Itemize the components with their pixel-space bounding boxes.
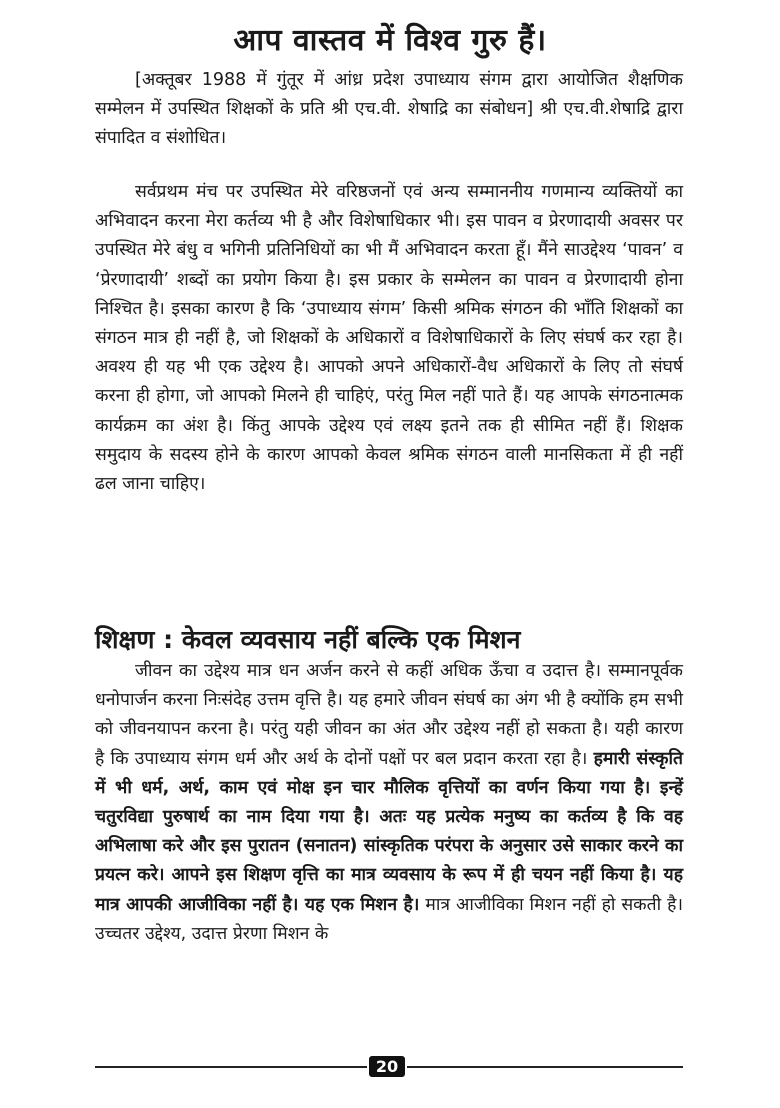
paragraph-mission-end: मात्र आजीविका मिशन नहीं हो सकती है। उच्चतर उद्देश्य, उदात्त प्रेरणा मिशन के [95,894,683,944]
page-title: आप वास्तव में विश्व गुरु हैं। [233,23,547,58]
page-number: 20 [369,1056,405,1077]
paragraph-mission-bold: हमारी संस्कृति में भी धर्म, अर्थ, काम एवं मोक्ष इन चार मौलिक वृत्तियों का वर्णन किया गया है। इन्हें चतुरविद्या पुरुषार्थ का नाम दिया गया है। अतः यह प्रत्येक मनुष्य का कर्तव्य है कि वह अभिलाषा करे और इस पुरातन (सनातन) सांस्कृतिक परंपरा के अनुसार उसे साकार करने का प्रयत्न करे। आपने इस शिक्षण वृत्ति का मात्र व्यवसाय के रूप में ही चयन नहीं किया है। यह मात्र आपकी आजीविका नहीं है। यह एक मिशन है। [95,748,683,915]
page-footer [95,1056,683,1078]
paragraph-mission-start: जीवन का उद्देश्य मात्र धन अर्जन करने से कहीं अधिक ऊँचा व उदात्त है। सम्मानपूर्वक धनोपार्जन करना निःसंदेह उत्तम वृत्ति है। यह हमारे जीवन संघर्ष का अंग भी है क्योंकि हम सभी को जीवनयापन करना है। परंतु यही जीवन का अंत और उद्देश्य नहीं हो सकता है। यही कारण है कि उपाध्याय संगम धर्म और अर्थ के दोनों पक्षों पर बल प्रदान करता रहा है। [95,661,683,769]
section-heading: शिक्षण : केवल व्यवसाय नहीं बल्कि एक मिशन [95,625,521,654]
intro-note: [अक्तूबर 1988 में गुंतूर में आंध्र प्रदेश उपाध्याय संगम द्वारा आयोजित शैक्षणिक सम्मेलन में उपस्थित शिक्षकों के प्रति श्री एच.वी. शेषाद्रि का संबोधन] श्री एच.वी.शेषाद्रि द्वारा संपादित व संशोधित। [95,70,683,149]
footer-rule-right [407,1066,683,1068]
paragraph-mission [95,657,683,949]
footer-rule-left [95,1066,367,1068]
paragraph-opening: सर्वप्रथम मंच पर उपस्थित मेरे वरिष्ठजनों एवं अन्य सम्माननीय गणमान्य व्यक्तियों का अभिवादन करना मेरा कर्तव्य भी है और विशेषाधिकार भी। इस पावन व प्रेरणादायी अवसर पर उपस्थित मेरे बंधु व भगिनी प्रतिनिधियों का भी मैं अभिवादन करता हूँ। मैंने साउद्देश्य ‘पावन’ व ‘प्रेरणादायी’ शब्दों का प्रयोग किया है। इस प्रकार के सम्मेलन का पावन व प्रेरणादायी होना निश्चित है। इसका कारण है कि ‘उपाध्याय संगम’ किसी श्रमिक संगठन की भाँति शिक्षकों का संगठन मात्र ही नहीं है, जो शिक्षकों के अधिकारों व विशेषाधिकारों के लिए संघर्ष कर रहा है। अवश्य ही यह भी एक उद्देश्य है। आपको अपने अधिकारों-वैध अधिकारों के लिए तो संघर्ष करना ही होगा, जो आपको मिलने ही चाहिएं, परंतु मिल नहीं पाते हैं। यह आपके संगठनात्मक कार्यक्रम का अंश है। किंतु आपके उद्देश्य एवं लक्ष्य इतने तक ही सीमित नहीं हैं। शिक्षक समुदाय के सदस्य होने के कारण आपको केवल श्रमिक संगठन वाली मानसिकता में ही नहीं ढल जाना चाहिए। [95,182,683,495]
